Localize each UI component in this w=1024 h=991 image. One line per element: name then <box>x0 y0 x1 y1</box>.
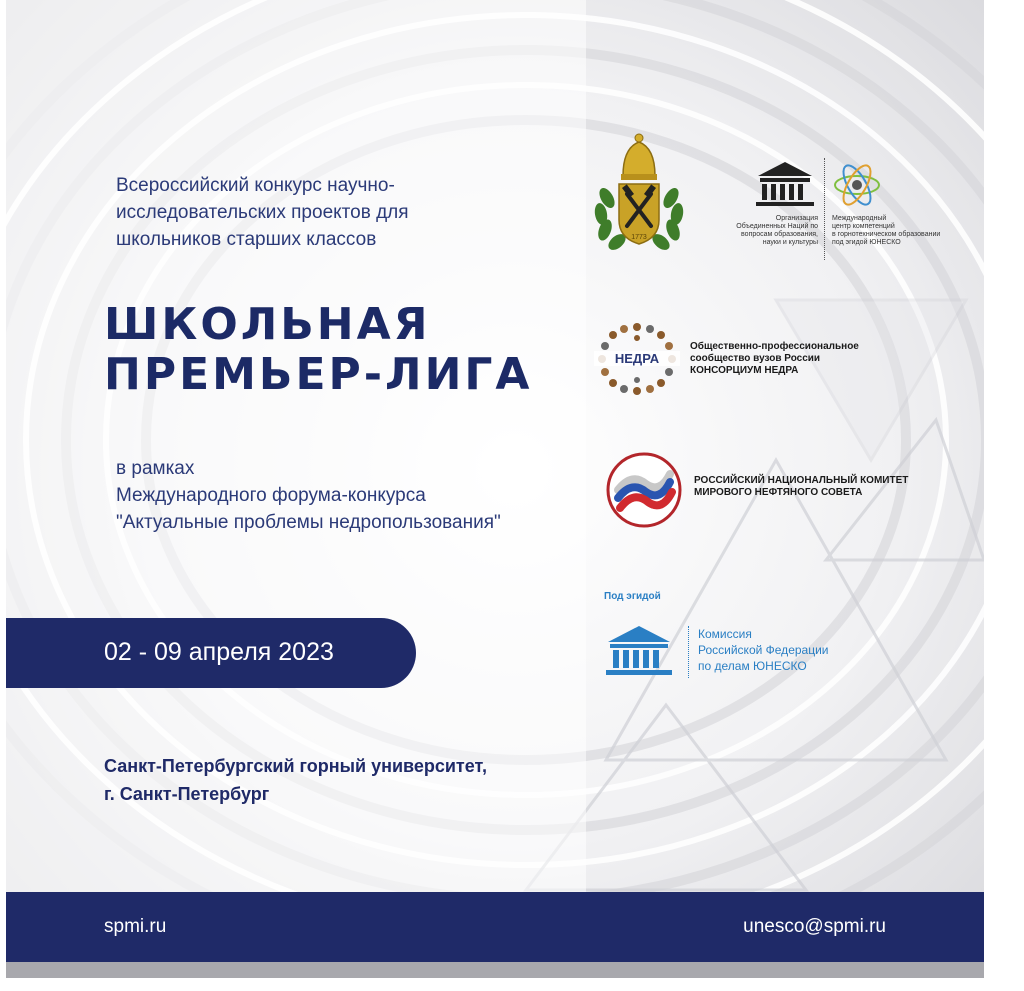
date-banner <box>6 618 416 688</box>
unesco-commission-caption <box>698 626 829 674</box>
poster <box>6 0 984 978</box>
event-location <box>104 752 487 808</box>
competence-center-caption <box>832 215 962 247</box>
caption-line: Комиссия <box>698 627 752 641</box>
framework-line: Международного форума-конкурса <box>116 485 426 506</box>
caption-line: Международный <box>832 215 887 222</box>
caption-line: Объединенных Наций по <box>736 223 818 230</box>
nedra-logo <box>594 322 680 396</box>
bottom-strip <box>6 962 984 978</box>
subtitle-line: школьников старших классов <box>116 229 377 250</box>
website-link[interactable]: spmi.ru <box>104 916 167 937</box>
emblem-year: 1773 <box>631 234 647 241</box>
caption-line: Организация <box>775 215 818 222</box>
event-dates: 02 - 09 апреля 2023 <box>104 638 334 666</box>
nedra-caption <box>690 341 920 377</box>
unesco-org-caption <box>718 215 818 247</box>
competition-subtitle <box>116 172 546 253</box>
subtitle-line: Всероссийский конкурс научно- <box>116 175 395 196</box>
caption-line: РОССИЙСКИЙ НАЦИОНАЛЬНЫЙ КОМИТЕТ <box>694 475 909 486</box>
framework-line: в рамках <box>116 458 195 479</box>
nedra-badge-text: НЕДРА <box>594 351 680 366</box>
caption-line: Российской Федерации <box>698 643 829 657</box>
location-line: г. Санкт-Петербург <box>104 784 270 804</box>
forum-framework-text <box>116 455 501 536</box>
world-petroleum-council-flag-icon <box>604 450 684 530</box>
caption-line: под эгидой ЮНЕСКО <box>832 239 901 246</box>
email-link[interactable]: unesco@spmi.ru <box>743 916 886 937</box>
footer-bar <box>6 892 984 962</box>
title-line: ПРЕМЬЕР-ЛИГА <box>104 349 533 400</box>
competence-center-atom-icon <box>832 160 882 210</box>
main-title <box>104 300 532 400</box>
caption-line: науки и культуры <box>762 239 818 246</box>
world-petroleum-council-caption <box>694 475 954 499</box>
caption-line: центр компетенций <box>832 223 895 230</box>
unesco-temple-icon <box>754 160 816 210</box>
caption-line: вопросам образования, <box>741 231 818 238</box>
subtitle-line: исследовательских проектов для <box>116 202 409 223</box>
caption-line: в горнотехническом образовании <box>832 231 941 238</box>
caption-line: Общественно-профессиональное <box>690 341 859 352</box>
location-line: Санкт-Петербургский горный университет, <box>104 756 487 776</box>
unesco-commission-temple-icon <box>604 624 674 680</box>
caption-line: по делам ЮНЕСКО <box>698 659 807 673</box>
framework-line: "Актуальные проблемы недропользования" <box>116 512 501 533</box>
mining-university-emblem-icon <box>589 128 689 253</box>
title-line: ШКОЛЬНАЯ <box>104 299 431 350</box>
logo-divider <box>824 158 825 260</box>
under-aegis-label: Под эгидой <box>604 591 661 602</box>
commission-divider <box>688 626 689 678</box>
caption-line: КОНСОРЦИУМ НЕДРА <box>690 365 799 376</box>
caption-line: МИРОВОГО НЕФТЯНОГО СОВЕТА <box>694 487 863 498</box>
caption-line: сообщество вузов России <box>690 353 821 364</box>
